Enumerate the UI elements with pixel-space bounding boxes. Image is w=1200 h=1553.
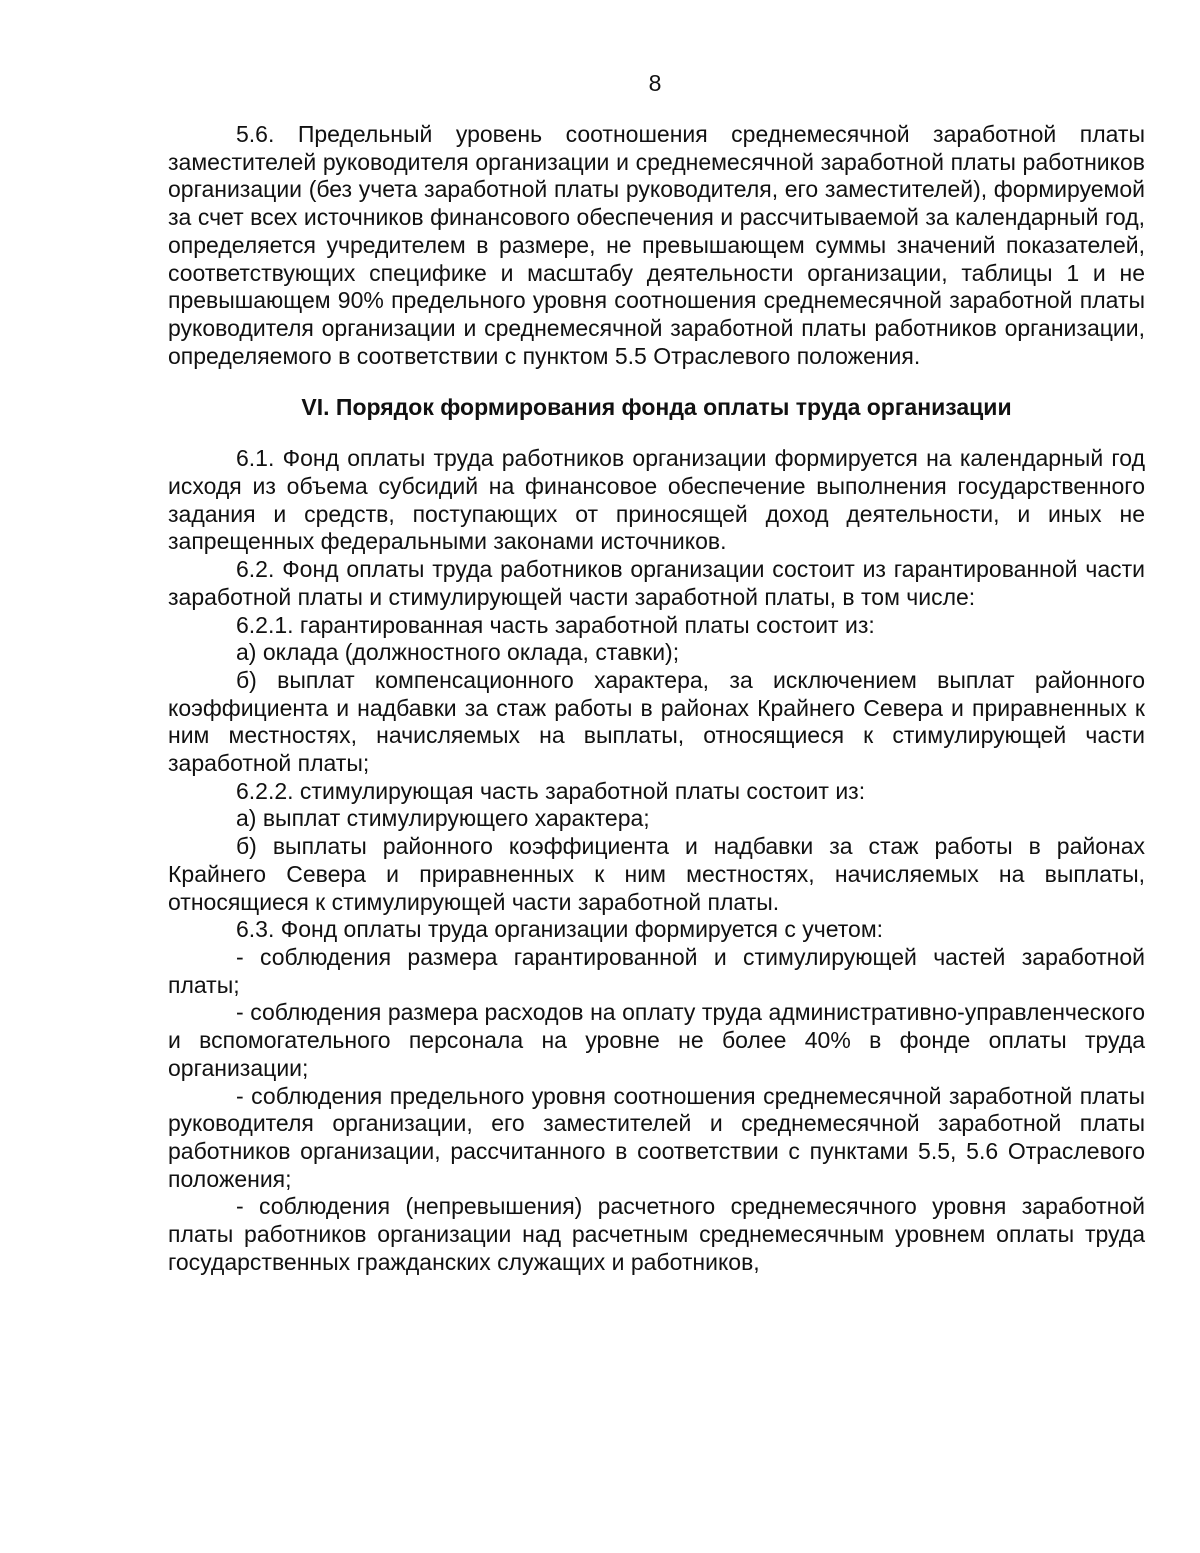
list-item-6-3-1: - соблюдения размера гарантированной и стимулирующей частей заработной платы; — [168, 943, 1145, 998]
document-body — [168, 121, 1145, 1276]
paragraph-6-2-2: 6.2.2. стимулирующая часть заработной платы состоит из: — [236, 777, 866, 804]
list-item-6-2-2-b: б) выплаты районного коэффициента и надбавки за стаж работы в районах Крайнего Севера и приравненных к ним местностях, начисляемых на выплаты, относящиеся к стимулирующей части заработной платы. — [168, 833, 1145, 915]
list-item-6-2-2-a: а) выплат стимулирующего характера; — [236, 805, 650, 832]
list-item-6-2-1-b: б) выплат компенсационного характера, за исключением выплат районного коэффициента и надбавки за стаж работы в районах Крайнего Севера и приравненных к ним местностях, начисляемых на выплаты, относящиеся к стимулирующей части заработной платы; — [168, 666, 1145, 777]
paragraph-6-2: 6.2. Фонд оплаты труда работников организации состоит из гарантированной части заработной платы и стимулирующей части заработной платы, в том числе: — [168, 556, 1145, 610]
paragraph-5-6: 5.6. Предельный уровень соотношения среднемесячной заработной платы заместителей руководителя организации и среднемесячной заработной платы работников организации (без учета заработной платы руководителя, его заместителей), формируемой за счет всех источников финансового обеспечения и рассчитываемой за календарный год, определяется учредителем в размере, не превышающем суммы значений показателей, соответствующих специфике и масштабу деятельности организации, таблицы 1 и не превышающем 90% предельного уровня соотношения среднемесячной заработной платы руководителя организации и среднемесячной заработной платы работников организации, определяемого в соответствии с пунктом 5.5 Отраслевого положения. — [168, 121, 1145, 369]
list-item-6-2-1-a: а) оклада (должностного оклада, ставки); — [236, 639, 680, 666]
section-heading: VI. Порядок формирования фонда оплаты труда организации — [301, 394, 1012, 421]
page-number: 8 — [648, 70, 662, 96]
paragraph-6-2-1: 6.2.1. гарантированная часть заработной платы состоит из: — [236, 611, 875, 638]
paragraph-6-3: 6.3. Фонд оплаты труда организации формируется с учетом: — [236, 916, 884, 943]
list-item-6-3-2: - соблюдения размера расходов на оплату труда административно-управленческого и вспомогательного персонала на уровне не более 40% в фонде оплаты труда организации; — [168, 999, 1145, 1081]
list-item-6-3-3: - соблюдения предельного уровня соотношения среднемесячной заработной платы руководителя организации, его заместителей и среднемесячной заработной платы работников организации, рассчитанного в соответствии с пунктами 5.5, 5.6 Отраслевого положения; — [168, 1082, 1145, 1192]
paragraph-6-1: 6.1. Фонд оплаты труда работников организации формируется на календарный год исходя из объема субсидий на финансовое обеспечение выполнения государственного задания и средств, поступающих от приносящей доход деятельности, и иных не запрещенных федеральными законами источников. — [168, 445, 1145, 555]
list-item-6-3-4: - соблюдения (непревышения) расчетного среднемесячного уровня заработной платы работников организации над расчетным среднемесячным уровнем оплаты труда государственных гражданских служащих и работников, — [168, 1193, 1145, 1275]
